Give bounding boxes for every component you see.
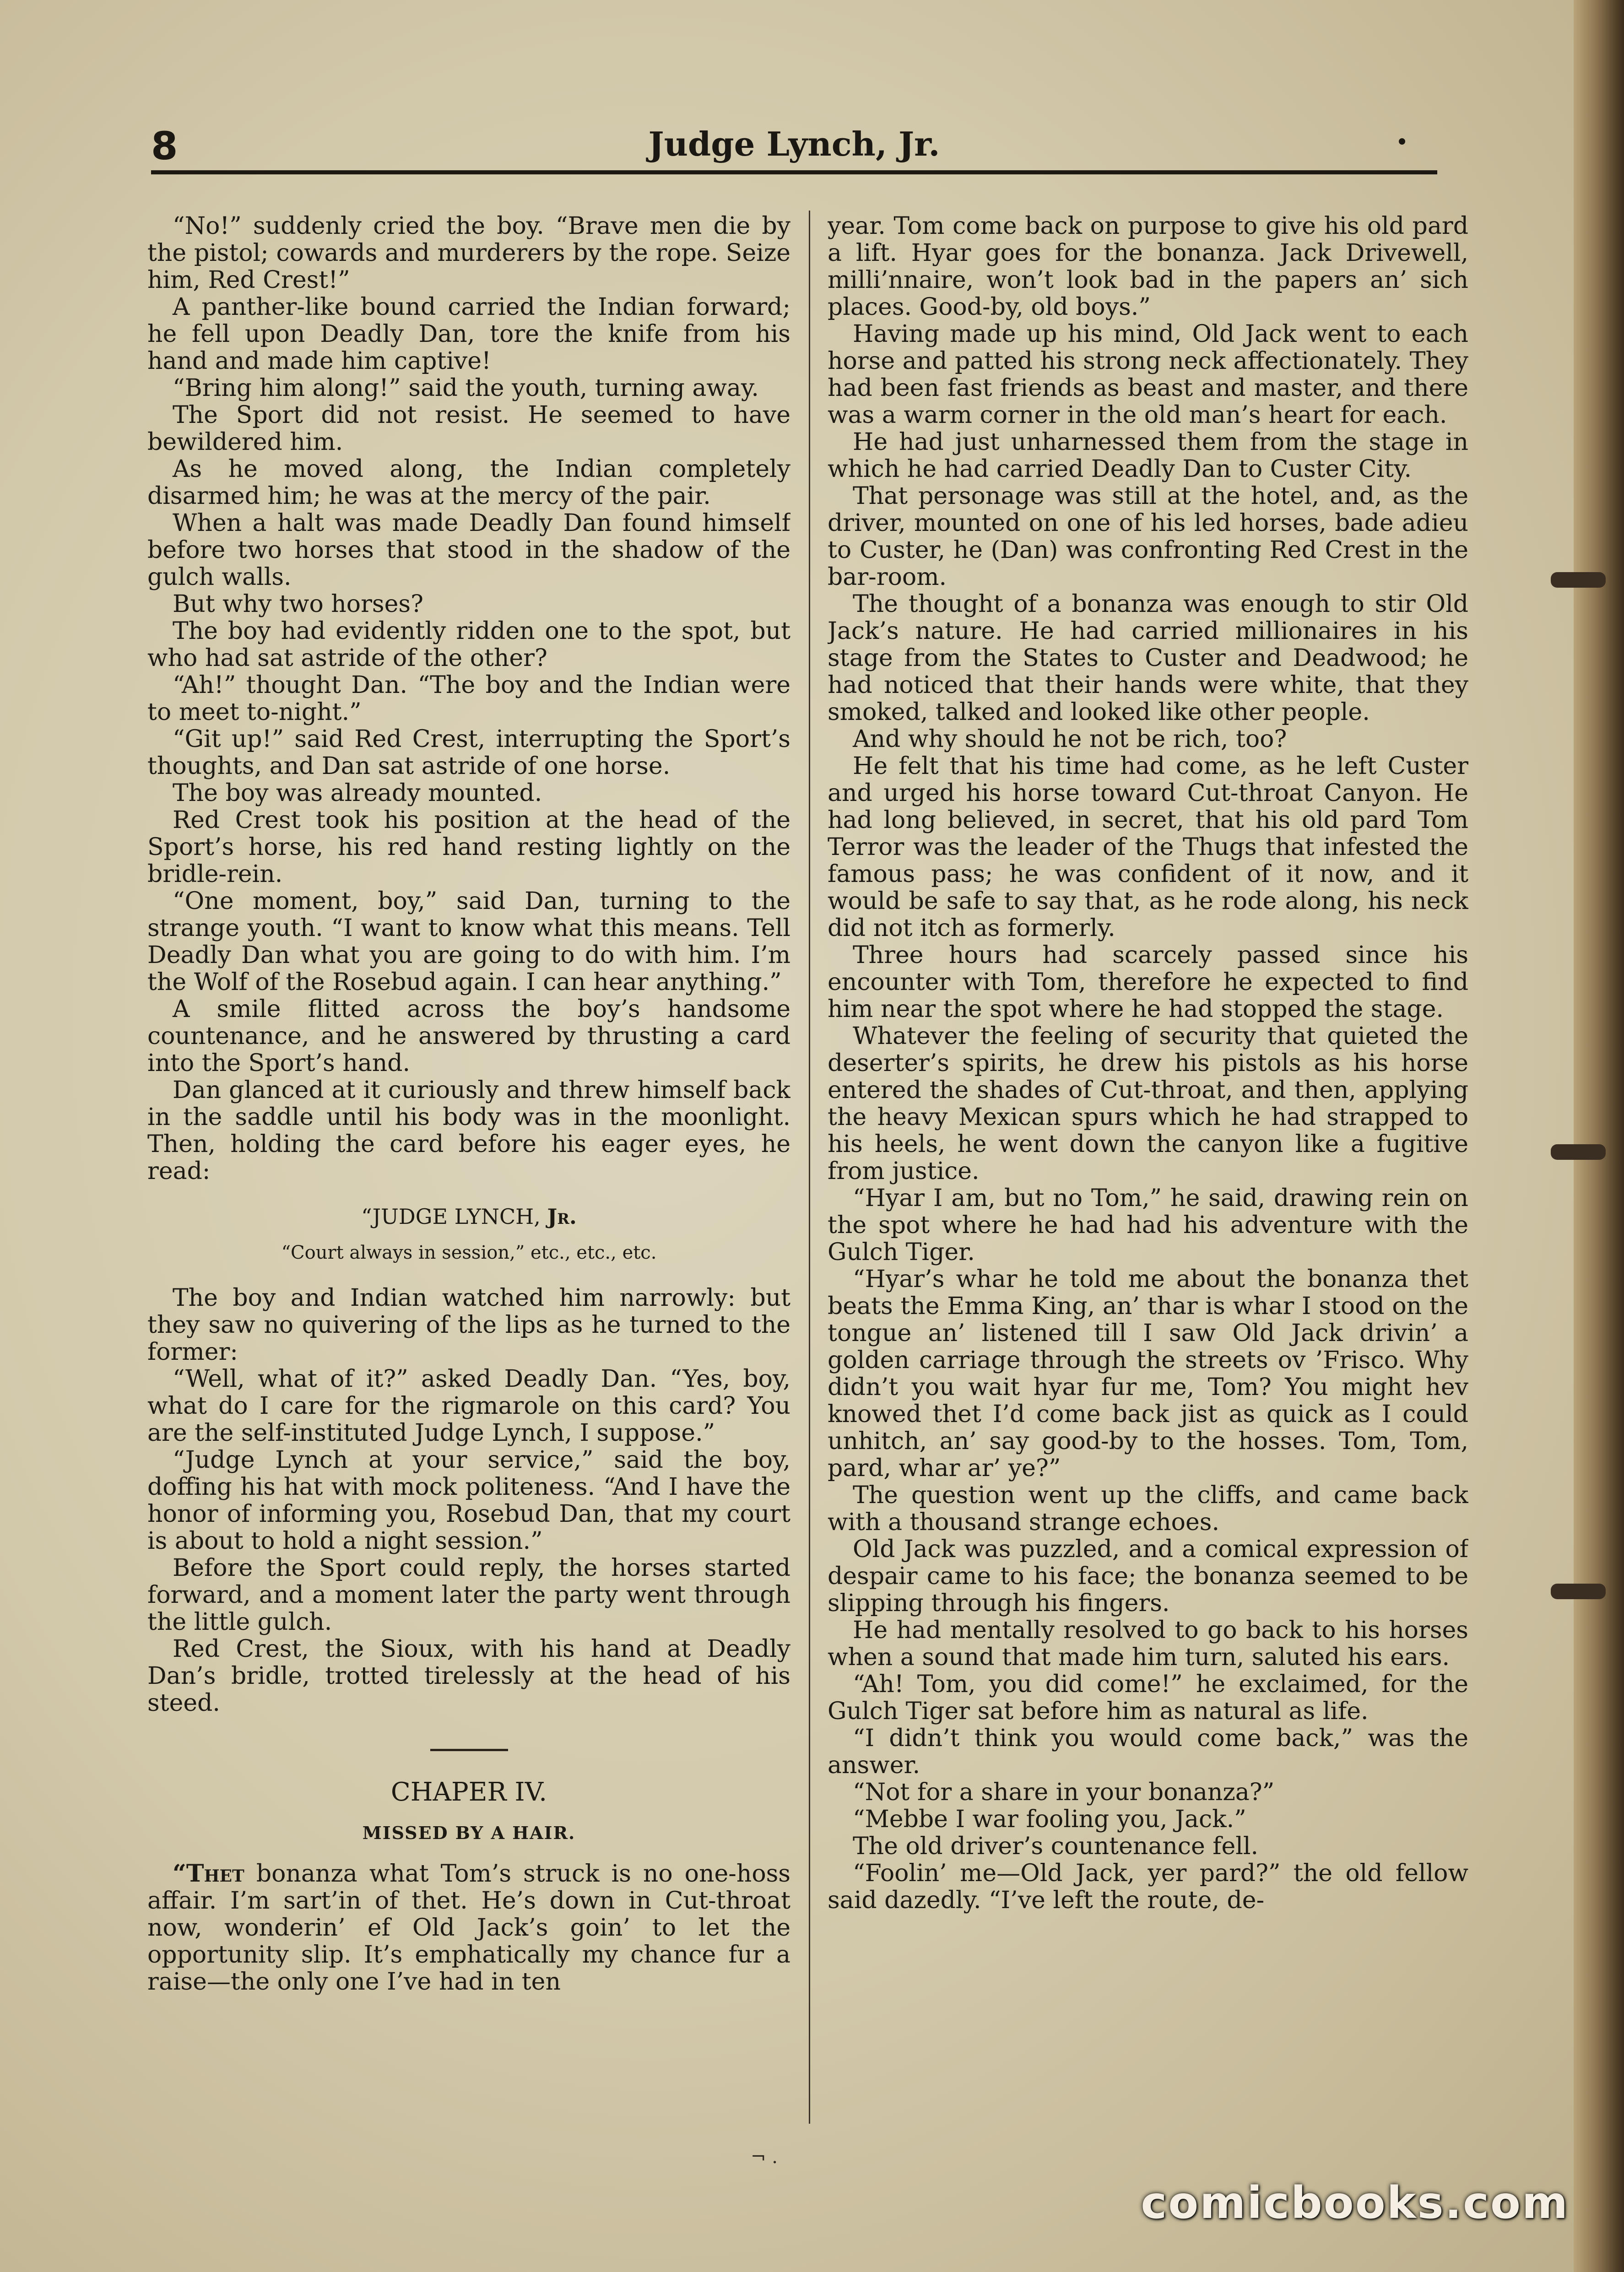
paragraph: “Git up!” said Red Crest, interrupting the Sport’s thoughts, and Dan sat astride of one horse.	[147, 725, 790, 780]
card-title: “JUDGE LYNCH,	[361, 1204, 547, 1229]
paragraph: “Judge Lynch at your service,” said the boy, doffing his hat with mock politeness. “And I have the honor of informing you, Rosebud Dan, that my court is about to hold a night session.”	[147, 1446, 790, 1555]
paragraph: He had just unharnessed them from the stage in which he had carried Deadly Dan to Custer City.	[828, 428, 1468, 483]
paragraph: “Foolin’ me—Old Jack, yer pard?” the old fellow said dazedly. “I’ve left the route, de-	[828, 1860, 1468, 1914]
paragraph	[147, 1860, 790, 1996]
paragraph: The old driver’s countenance fell.	[853, 1833, 1259, 1860]
section-separator	[430, 1749, 508, 1751]
paragraph: He had mentally resolved to go back to his horses when a sound that made him turn, saluted his ears.	[828, 1617, 1468, 1671]
paragraph: year. Tom come back on purpose to give his old pard a lift. Hyar goes for the bonanza. Jack Drivewell, milli’nnaire, won’t look bad in the papers an’ sich places. Good-by, old boys.”	[828, 213, 1468, 321]
paragraph: The boy was already mounted.	[173, 779, 542, 807]
column-rule	[809, 211, 810, 2124]
paragraph: That personage was still at the hotel, and, as the driver, mounted on one of his led horses, bade adieu to Custer, he (Dan) was confronting Red Crest in the bar-room.	[828, 482, 1468, 591]
paragraph: And why should he not be rich, too?	[853, 725, 1287, 753]
header-dot	[1399, 138, 1405, 145]
paragraph: “I didn’t think you would come back,” was the answer.	[828, 1725, 1468, 1779]
paragraph: “Ah!” thought Dan. “The boy and the Indian were to meet to-night.”	[147, 671, 790, 726]
chapter-heading: CHAPER IV.	[390, 1777, 547, 1807]
left-column	[147, 213, 790, 2135]
paragraph: Old Jack was puzzled, and a comical expression of despair came to his face; the bonanza seemed to be slipping through his fingers.	[828, 1536, 1468, 1617]
paragraph: “Hyar I am, but no Tom,” he said, drawing rein on the spot where he had had his adventure with the Gulch Tiger.	[828, 1185, 1468, 1266]
paragraph: “Hyar’s whar he told me about the bonanza thet beats the Emma King, an’ thar is whar I stood on the tongue an’ listened till I saw Old Jack drivin’ a golden carriage through the streets ov ’Frisco. Why didn’t you wait hyar fur me, Tom? You might hev knowed thet I’d come back jist as quick as I could unhitch, an’ say good-by to the hosses. Tom, Tom, pard, whar ar’ ye?”	[828, 1266, 1468, 1482]
paragraph: He felt that his time had come, as he left Custer and urged his horse toward Cut-throat Canyon. He had long believed, in secret, that his old pard Tom Terror was the leader of the Thugs that infested the famous pass; he was confident of it now, and it would be safe to say that, as he rode along, his neck did not itch as formerly.	[828, 752, 1468, 942]
binding-staple	[1551, 1144, 1606, 1160]
page-edge	[1574, 0, 1624, 2272]
paragraph: The boy and Indian watched him narrowly: but they saw no quivering of the lips as he turned to the former:	[147, 1284, 790, 1366]
paragraph: As he moved along, the Indian completely disarmed him; he was at the mercy of the pair.	[147, 455, 790, 510]
paragraph: Whatever the feeling of security that quieted the deserter’s spirits, he drew his pistols as his horse entered the shades of Cut-throat, and then, applying the heavy Mexican spurs which he had strapped to his heels, he went down the canyon like a fugitive from justice.	[828, 1022, 1468, 1185]
paragraph: “One moment, boy,” said Dan, turning to the strange youth. “I want to know what this means. Tell Deadly Dan what you are going to do with him. I’m the Wolf of the Rosebud again. I can hear anything.”	[147, 887, 790, 996]
paragraph: Before the Sport could reply, the horses started forward, and a moment later the party went through the little gulch.	[147, 1554, 790, 1636]
paragraph: Red Crest took his position at the head of the Sport’s horse, his red hand resting lightly on the bridle-rein.	[147, 806, 790, 888]
paragraph: The boy had evidently ridden one to the spot, but who had sat astride of the other?	[147, 617, 790, 672]
paragraph: “Not for a share in your bonanza?”	[853, 1779, 1275, 1806]
paragraph: A panther-like bound carried the Indian forward; he fell upon Deadly Dan, tore the knife from his hand and made him captive!	[147, 293, 790, 375]
card-text	[147, 1203, 790, 1230]
page-header	[151, 120, 1437, 174]
paragraph: The question went up the cliffs, and came back with a thousand strange echoes.	[828, 1482, 1468, 1536]
paragraph: The Sport did not resist. He seemed to have bewildered him.	[147, 401, 790, 456]
paragraph: When a halt was made Deadly Dan found himself before two horses that stood in the shadow of the gulch walls.	[147, 509, 790, 591]
paragraph: Three hours had scarcely passed since his encounter with Tom, therefore he expected to find him near the spot where he had stopped the stage.	[828, 941, 1468, 1023]
chapter-lead-word: “Thet	[173, 1860, 244, 1888]
paragraph: “Well, what of it?” asked Deadly Dan. “Yes, boy, what do I care for the rigmarole on this card? You are the self-instituted Judge Lynch, I suppose.”	[147, 1365, 790, 1447]
right-column	[828, 213, 1468, 2135]
paragraph: Red Crest, the Sioux, with his hand at Deadly Dan’s bridle, trotted tirelessly at the head of his steed.	[147, 1635, 790, 1717]
running-title: Judge Lynch, Jr.	[648, 124, 940, 163]
page-number: 8	[151, 124, 178, 168]
paragraph: “No!” suddenly cried the boy. “Brave men die by the pistol; cowards and murderers by the rope. Seize him, Red Crest!”	[147, 213, 790, 294]
binding-staple	[1551, 572, 1606, 588]
paragraph-text: bonanza what Tom’s struck is no one-hoss affair. I’m sart’in of thet. He’s down in Cut-throat now, wonderin’ ef Old Jack’s goin’ to let the opportunity slip. It’s emphatically my chance fur a raise—the only one I’ve had in ten	[147, 1860, 790, 1996]
card-title-suffix: Jr.	[547, 1204, 577, 1229]
chapter-subtitle: MISSED BY A HAIR.	[362, 1823, 576, 1843]
paragraph: But why two horses?	[173, 590, 423, 618]
card-subtext: “Court always in session,” etc., etc., etc.	[281, 1242, 657, 1263]
paragraph: The thought of a bonanza was enough to stir Old Jack’s nature. He had carried millionaires in his stage from the States to Custer and Deadwood; he had noticed that their hands were white, that they smoked, talked and looked like other people.	[828, 590, 1468, 726]
paragraph: “Bring him along!” said the youth, turning away.	[173, 374, 759, 402]
binding-staple	[1551, 1584, 1606, 1599]
paragraph: “Mebbe I war fooling you, Jack.”	[853, 1806, 1246, 1833]
paragraph: “Ah! Tom, you did come!” he exclaimed, for the Gulch Tiger sat before him as natural as life.	[828, 1671, 1468, 1725]
watermark: comicbooks.com	[1141, 2177, 1569, 2229]
paragraph: Having made up his mind, Old Jack went to each horse and patted his strong neck affectionately. They had been fast friends as beast and master, and there was a warm corner in the old man’s heart for each.	[828, 320, 1468, 429]
paragraph: A smile flitted across the boy’s handsome countenance, and he answered by thrusting a card into the Sport’s hand.	[147, 995, 790, 1077]
footer-mark: ¬ .	[751, 2147, 778, 2168]
paragraph: Dan glanced at it curiously and threw himself back in the saddle until his body was in the moonlight. Then, holding the card before his eager eyes, he read:	[147, 1076, 790, 1185]
